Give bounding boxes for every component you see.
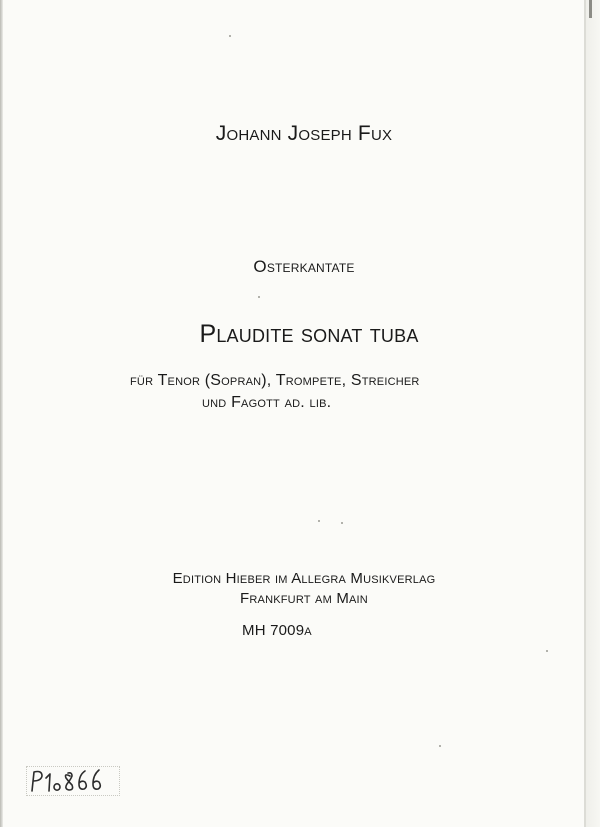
work-title: Plaudite sonat tuba <box>199 320 419 348</box>
scan-speck <box>318 520 320 522</box>
scan-speck <box>258 296 260 298</box>
scan-speck <box>341 522 343 524</box>
scoring-line-1: für Tenor (Sopran), Trompete, Streicher <box>130 372 420 389</box>
publisher-name: Edition Hieber im Allegra Musikverlag <box>172 570 436 587</box>
scan-speck <box>439 745 441 747</box>
catalog-number: MH 7009a <box>242 622 312 639</box>
publisher-city: Frankfurt am Main <box>240 590 368 607</box>
scan-speck <box>546 650 548 652</box>
scan-speck <box>229 35 231 37</box>
handwritten-shelfmark <box>28 766 118 794</box>
composer-name: Johann Joseph Fux <box>215 122 393 145</box>
work-subtitle: Osterkantate <box>253 257 355 276</box>
scan-edge-left <box>0 0 3 827</box>
scoring-line-2: und Fagott ad. lib. <box>202 394 332 411</box>
scan-edge-mark <box>589 0 592 18</box>
